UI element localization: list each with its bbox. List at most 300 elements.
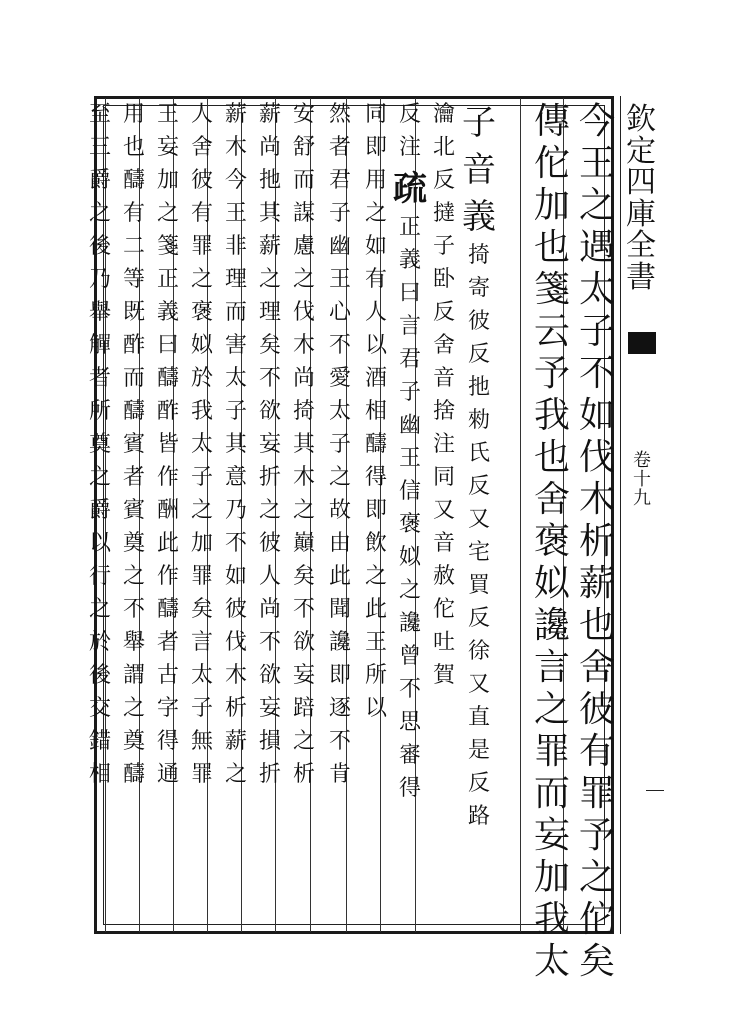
text-char: 三	[88, 135, 111, 160]
text-char: 之	[122, 564, 145, 589]
text-char: 姒	[398, 545, 421, 570]
text-char: 舒	[292, 135, 315, 160]
text-char: 伐	[224, 630, 247, 655]
text-char: 妄	[533, 815, 570, 856]
text-char: 作	[156, 465, 179, 490]
margin-juan-number	[633, 452, 651, 509]
text-char: 舍	[190, 135, 213, 160]
text-char: 作	[156, 564, 179, 589]
text-char: 我	[533, 899, 570, 940]
text-char: 人	[258, 564, 281, 589]
text-char: 舍	[533, 479, 570, 520]
section-marker: 音	[462, 150, 496, 190]
text-char: 薪	[224, 729, 247, 754]
text-char: 木	[578, 479, 615, 520]
text-char: 徐	[467, 639, 490, 664]
column-rule	[520, 98, 521, 932]
text-char: 也	[122, 135, 145, 160]
text-char: 之	[364, 201, 387, 226]
text-char: 褒	[533, 521, 570, 562]
text-char: 注	[398, 135, 421, 160]
text-char: 不	[398, 677, 421, 702]
text-char: 予	[578, 815, 615, 856]
text-char: 如	[364, 234, 387, 259]
text-char: 人	[190, 102, 213, 127]
text-char: 無	[190, 729, 213, 754]
text-char: 太	[533, 941, 570, 982]
text-char: 思	[398, 710, 421, 735]
text-char: 由	[328, 531, 351, 556]
text-char: 讒	[533, 605, 570, 646]
text-char: 以	[364, 696, 387, 721]
text-char: 彼	[578, 689, 615, 730]
text-char: 所	[364, 663, 387, 688]
text-char: 又	[432, 498, 455, 523]
text-column	[363, 104, 389, 924]
text-char: 理	[258, 300, 281, 325]
text-char: 慮	[292, 234, 315, 259]
text-char: 掎	[467, 243, 490, 268]
text-char: 之	[224, 762, 247, 787]
text-char: 之	[156, 201, 179, 226]
text-char: 而	[224, 300, 247, 325]
text-char: 酒	[364, 366, 387, 391]
section-marker: 子	[462, 103, 496, 143]
text-char: 有	[190, 201, 213, 226]
text-char: 用	[364, 168, 387, 193]
text-char: 同	[364, 102, 387, 127]
text-char: 意	[224, 465, 247, 490]
text-char: 如	[578, 395, 615, 436]
text-char: 我	[533, 395, 570, 436]
text-char: 路	[467, 804, 490, 829]
text-char: 子	[578, 311, 615, 352]
text-char: 奠	[88, 432, 111, 457]
text-char: 彼	[190, 168, 213, 193]
text-column	[257, 104, 283, 924]
text-char: 之	[258, 267, 281, 292]
text-char: 今	[224, 168, 247, 193]
text-char: 幽	[398, 413, 421, 438]
margin-tick-mark	[646, 790, 664, 791]
text-char: 相	[88, 762, 111, 787]
text-char: 言	[398, 314, 421, 339]
text-char: 曰	[156, 333, 179, 358]
text-char: 不	[258, 630, 281, 655]
margin-char: 書	[626, 259, 656, 295]
text-char: 予	[533, 353, 570, 394]
text-char: 傳	[533, 101, 570, 142]
text-char: 彼	[467, 309, 490, 334]
text-char: 反	[467, 474, 490, 499]
text-char: 謀	[292, 201, 315, 226]
text-char: 罪	[578, 773, 615, 814]
text-char: 相	[364, 399, 387, 424]
text-char: 扡	[258, 168, 281, 193]
text-char: 信	[398, 479, 421, 504]
fishtail-mark	[628, 332, 656, 354]
text-char: 箋	[156, 234, 179, 259]
text-char: 踣	[292, 696, 315, 721]
text-char: 之	[190, 267, 213, 292]
margin-char: 九	[633, 487, 651, 509]
text-column	[393, 102, 427, 924]
text-char: 尚	[292, 366, 315, 391]
text-char: 即	[328, 663, 351, 688]
text-char: 赦	[432, 564, 455, 589]
text-char: 矣	[258, 333, 281, 358]
text-char: 北	[432, 135, 455, 160]
text-char: 人	[364, 300, 387, 325]
text-char: 者	[328, 135, 351, 160]
text-char: 反	[432, 168, 455, 193]
text-char: 析	[224, 696, 247, 721]
text-char: 其	[224, 432, 247, 457]
text-char: 薪	[578, 563, 615, 604]
text-char: 醻	[122, 399, 145, 424]
text-char: 欲	[258, 399, 281, 424]
text-char: 觶	[88, 333, 111, 358]
text-char: 義	[398, 248, 421, 273]
text-char: 不	[578, 353, 615, 394]
text-char: 反	[467, 606, 490, 631]
text-char: 矣	[292, 564, 315, 589]
text-char: 得	[398, 776, 421, 801]
text-char: 妄	[292, 663, 315, 688]
text-char: 伐	[292, 300, 315, 325]
text-char: 義	[156, 300, 179, 325]
text-char: 卧	[432, 267, 455, 292]
text-char: 醻	[122, 168, 145, 193]
text-char: 加	[190, 531, 213, 556]
text-char: 有	[578, 731, 615, 772]
text-char: 加	[156, 168, 179, 193]
text-char: 醻	[122, 762, 145, 787]
text-char: 以	[88, 531, 111, 556]
text-char: 舍	[578, 647, 615, 688]
text-char: 之	[88, 465, 111, 490]
text-char: 褒	[190, 300, 213, 325]
margin-char: 十	[633, 468, 651, 490]
text-char: 佗	[432, 597, 455, 622]
text-char: 薪	[258, 102, 281, 127]
text-char: 太	[328, 399, 351, 424]
text-char: 王	[364, 630, 387, 655]
text-char: 以	[364, 333, 387, 358]
text-char: 不	[328, 333, 351, 358]
text-char: 不	[122, 597, 145, 622]
text-char: 吐	[432, 630, 455, 655]
text-char: 二	[122, 234, 145, 259]
text-char: 姒	[190, 333, 213, 358]
text-char: 至	[88, 102, 111, 127]
text-char: 者	[88, 366, 111, 391]
text-char: 之	[88, 597, 111, 622]
text-char: 即	[364, 498, 387, 523]
text-char: 彼	[258, 531, 281, 556]
text-char: 舉	[88, 300, 111, 325]
text-char: 正	[156, 267, 179, 292]
text-char: 加	[533, 185, 570, 226]
text-char: 巔	[292, 531, 315, 556]
text-char: 王	[578, 143, 615, 184]
text-char: 曰	[398, 281, 421, 306]
text-char: 木	[224, 135, 247, 160]
text-char: 醻	[156, 366, 179, 391]
text-char: 捨	[432, 399, 455, 424]
text-column	[155, 104, 181, 924]
text-char: 之	[292, 267, 315, 292]
margin-char: 欽	[626, 102, 656, 137]
text-char: 審	[398, 743, 421, 768]
text-char: 也	[533, 227, 570, 268]
text-char: 此	[364, 597, 387, 622]
text-char: 醻	[364, 432, 387, 457]
text-char: 古	[156, 663, 179, 688]
text-char: 寄	[467, 276, 490, 301]
text-column	[327, 104, 353, 924]
text-char: 不	[328, 729, 351, 754]
text-char: 瀹	[432, 102, 455, 127]
text-char: 析	[292, 762, 315, 787]
text-char: 姒	[533, 563, 570, 604]
text-char: 勑	[467, 408, 490, 433]
text-char: 折	[258, 762, 281, 787]
text-char: 欲	[258, 663, 281, 688]
text-char: 於	[190, 366, 213, 391]
text-char: 宅	[467, 540, 490, 565]
text-char: 皆	[156, 432, 179, 457]
text-char: 反	[467, 342, 490, 367]
text-char: 折	[258, 465, 281, 490]
text-char: 也	[533, 437, 570, 478]
text-char: 奠	[122, 729, 145, 754]
text-char: 同	[432, 465, 455, 490]
text-char: 太	[224, 366, 247, 391]
text-char: 音	[432, 531, 455, 556]
text-char: 乃	[88, 267, 111, 292]
text-char: 子	[190, 696, 213, 721]
text-char: 佗	[533, 143, 570, 184]
text-char: 欲	[292, 630, 315, 655]
text-char: 有	[122, 201, 145, 226]
text-char: 然	[328, 102, 351, 127]
text-char: 矣	[578, 941, 615, 982]
margin-char: 四	[626, 165, 656, 200]
text-char: 後	[88, 663, 111, 688]
text-char: 木	[224, 663, 247, 688]
text-char: 故	[328, 498, 351, 523]
text-char: 讒	[398, 611, 421, 636]
text-char: 逐	[328, 696, 351, 721]
text-char: 尚	[258, 597, 281, 622]
text-char: 又	[467, 672, 490, 697]
text-char: 幽	[328, 234, 351, 259]
text-char: 反	[467, 771, 490, 796]
text-char: 讒	[328, 630, 351, 655]
text-char: 之	[190, 498, 213, 523]
text-char: 正	[398, 215, 421, 240]
text-char: 伐	[578, 437, 615, 478]
text-char: 直	[467, 705, 490, 730]
text-char: 之	[88, 201, 111, 226]
text-column	[459, 104, 499, 924]
text-column	[189, 104, 215, 924]
text-char: 又	[467, 507, 490, 532]
text-char: 君	[398, 347, 421, 372]
text-char: 非	[224, 234, 247, 259]
text-char: 而	[122, 366, 145, 391]
text-char: 奠	[122, 531, 145, 556]
text-char: 於	[88, 630, 111, 655]
text-char: 子	[328, 432, 351, 457]
text-char: 乃	[224, 498, 247, 523]
text-char: 太	[190, 432, 213, 457]
text-char: 王	[224, 201, 247, 226]
text-char: 子	[398, 380, 421, 405]
text-char: 之	[292, 729, 315, 754]
text-column	[87, 104, 113, 924]
text-char: 而	[533, 773, 570, 814]
commentary-marker: 疏	[393, 169, 427, 209]
text-char: 其	[258, 201, 281, 226]
text-char: 反	[432, 300, 455, 325]
text-char: 飲	[364, 531, 387, 556]
text-char: 者	[156, 630, 179, 655]
text-char: 交	[88, 696, 111, 721]
text-char: 矣	[190, 597, 213, 622]
text-char: 不	[224, 531, 247, 556]
margin-book-title	[624, 104, 658, 293]
text-char: 撻	[432, 201, 455, 226]
text-char: 王	[398, 446, 421, 471]
margin-char: 定	[626, 133, 656, 169]
text-char: 音	[432, 366, 455, 391]
text-char: 掎	[292, 399, 315, 424]
text-char: 曾	[398, 644, 421, 669]
text-char: 者	[122, 465, 145, 490]
text-char: 之	[258, 498, 281, 523]
text-char: 賓	[122, 432, 145, 457]
text-char: 害	[224, 333, 247, 358]
text-char: 肯	[328, 762, 351, 787]
text-char: 字	[156, 696, 179, 721]
text-char: 即	[364, 135, 387, 160]
text-char: 妄	[258, 696, 281, 721]
text-char: 我	[190, 399, 213, 424]
text-column	[532, 101, 572, 982]
text-char: 之	[533, 689, 570, 730]
text-char: 王	[156, 102, 179, 127]
text-char: 罪	[190, 234, 213, 259]
text-char: 之	[328, 465, 351, 490]
text-char: 妄	[156, 135, 179, 160]
text-char: 得	[156, 729, 179, 754]
text-char: 此	[328, 564, 351, 589]
text-char: 加	[533, 857, 570, 898]
text-char: 損	[258, 729, 281, 754]
text-char: 子	[224, 399, 247, 424]
text-char: 云	[533, 311, 570, 352]
text-char: 是	[467, 738, 490, 763]
text-column	[431, 104, 457, 924]
text-char: 尚	[258, 135, 281, 160]
margin-char: 庫	[626, 196, 656, 232]
text-char: 舉	[122, 630, 145, 655]
text-char: 後	[88, 234, 111, 259]
text-char: 子	[328, 201, 351, 226]
text-char: 所	[88, 399, 111, 424]
text-char: 罪	[533, 731, 570, 772]
text-char: 佗	[578, 899, 615, 940]
text-char: 遇	[578, 227, 615, 268]
text-char: 爵	[88, 168, 111, 193]
text-char: 理	[224, 267, 247, 292]
text-char: 氏	[467, 441, 490, 466]
text-char: 買	[467, 573, 490, 598]
text-char: 此	[156, 531, 179, 556]
text-char: 彼	[224, 597, 247, 622]
text-char: 錯	[88, 729, 111, 754]
text-char: 之	[578, 185, 615, 226]
text-char: 安	[292, 102, 315, 127]
text-char: 薪	[224, 102, 247, 127]
text-char: 木	[292, 465, 315, 490]
text-char: 之	[578, 857, 615, 898]
text-char: 君	[328, 168, 351, 193]
text-char: 反	[398, 102, 421, 127]
text-char: 有	[364, 267, 387, 292]
text-char: 妄	[258, 432, 281, 457]
text-char: 通	[156, 762, 179, 787]
text-char: 等	[122, 267, 145, 292]
text-char: 既	[122, 300, 145, 325]
text-char: 得	[364, 465, 387, 490]
text-char: 不	[292, 597, 315, 622]
text-char: 罪	[190, 564, 213, 589]
text-char: 不	[258, 366, 281, 391]
text-char: 子	[190, 465, 213, 490]
text-column	[121, 104, 147, 924]
text-char: 賓	[122, 498, 145, 523]
text-char: 木	[292, 333, 315, 358]
text-column	[577, 101, 617, 982]
text-char: 而	[292, 168, 315, 193]
text-char: 箋	[533, 269, 570, 310]
text-char: 酢	[156, 399, 179, 424]
text-char: 謂	[122, 663, 145, 688]
text-char: 注	[432, 432, 455, 457]
text-char: 如	[224, 564, 247, 589]
text-char: 賀	[432, 663, 455, 688]
text-char: 之	[364, 564, 387, 589]
text-char: 子	[432, 234, 455, 259]
text-char: 罪	[190, 762, 213, 787]
text-char: 心	[328, 300, 351, 325]
text-char: 用	[122, 102, 145, 127]
text-char: 之	[122, 696, 145, 721]
text-char: 其	[292, 432, 315, 457]
text-char: 言	[533, 647, 570, 688]
text-char: 舍	[432, 333, 455, 358]
text-char: 愛	[328, 366, 351, 391]
text-column	[291, 104, 317, 924]
text-char: 析	[578, 521, 615, 562]
text-char: 太	[578, 269, 615, 310]
text-char: 也	[578, 605, 615, 646]
text-char: 爵	[88, 498, 111, 523]
text-char: 薪	[258, 234, 281, 259]
